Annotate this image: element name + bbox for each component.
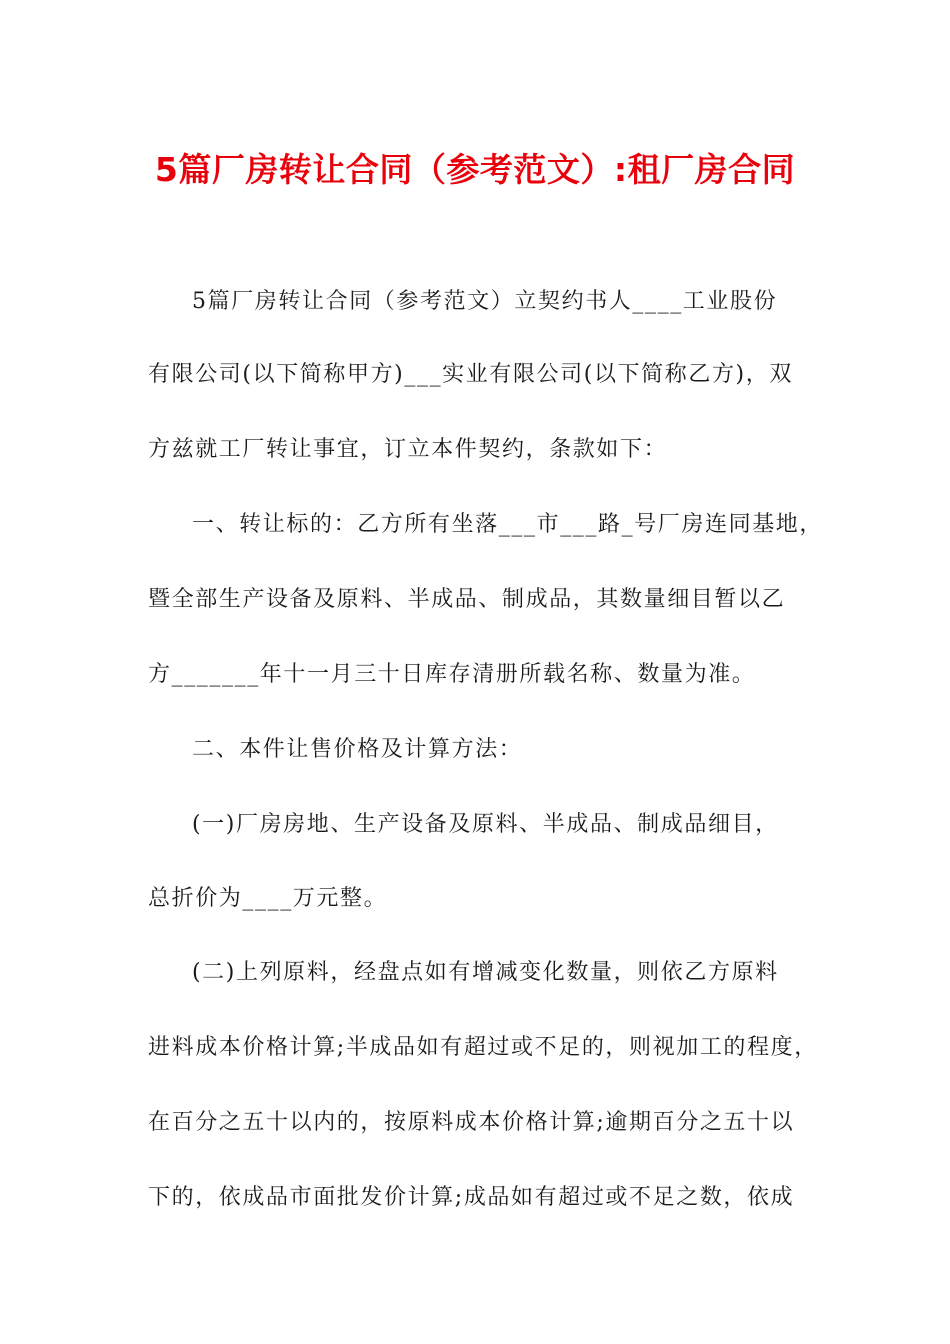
paragraph-line: (二)上列原料，经盘点如有增减变化数量，则依乙方原料 xyxy=(192,960,779,985)
paragraph-line: 有限公司(以下简称甲方)___实业有限公司(以下简称乙方)，双 xyxy=(148,362,793,387)
paragraph-line: 进料成本价格计算;半成品如有超过或不足的，则视加工的程度， xyxy=(148,1035,818,1060)
paragraph-line: 一、转让标的：乙方所有坐落___市___路_号厂房连同基地， xyxy=(192,512,824,537)
paragraph-line: 下的，依成品市面批发价计算;成品如有超过或不足之数，依成 xyxy=(148,1185,795,1210)
document-title: 5篇厂房转让合同（参考范文）:租厂房合同 xyxy=(154,150,796,189)
paragraph-line: 总折价为____万元整。 xyxy=(148,886,388,911)
paragraph-line: 在百分之五十以内的，按原料成本价格计算;逾期百分之五十以 xyxy=(148,1110,795,1135)
paragraph-line: 5篇厂房转让合同（参考范文）立契约书人____工业股份 xyxy=(192,289,778,314)
paragraph-line: 二、本件让售价格及计算方法： xyxy=(192,737,523,762)
paragraph-line: (一)厂房房地、生产设备及原料、半成品、制成品细目， xyxy=(192,812,779,837)
paragraph-line: 暨全部生产设备及原料、半成品、制成品，其数量细目暂以乙 xyxy=(148,587,786,612)
paragraph-line: 方兹就工厂转让事宜，订立本件契约，条款如下： xyxy=(148,437,668,462)
paragraph-line: 方_______年十一月三十日库存清册所载名称、数量为准。 xyxy=(148,662,756,687)
